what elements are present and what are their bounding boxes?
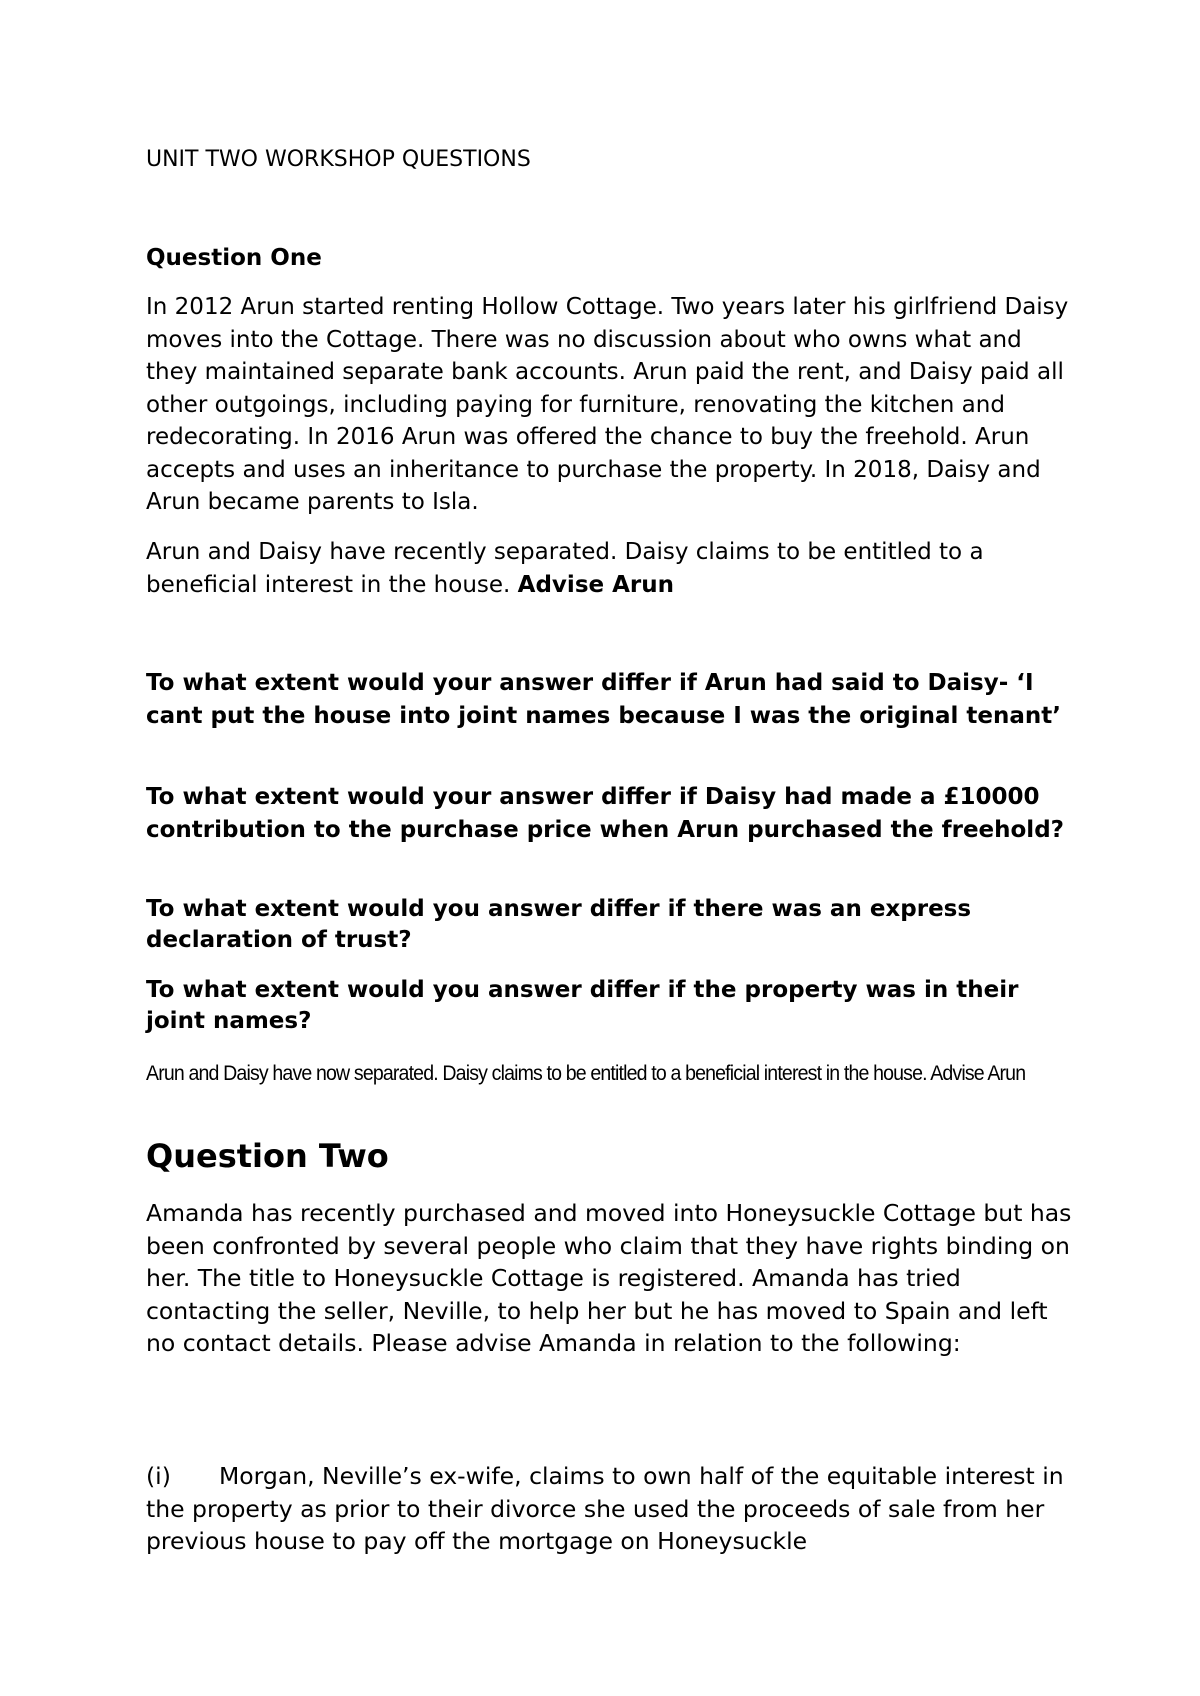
question-one-claim-text: Arun and Daisy have recently separated. Daisy claims to be entitled to a beneficial interest in the house. [146,539,984,598]
question-one-scenario: In 2012 Arun started renting Hollow Cottage. Two years later his girlfriend Daisy moves into the Cottage. There was no discussion about who owns what and they maintained separate bank accounts. Arun paid the rent, and Daisy paid all other outgoings, including paying for furniture, renovating the kitchen and redecorating. In 2016 Arun was offered the chance to buy the freehold. Arun accepts and uses an inheritance to purchase the property. In 2018, Daisy and Arun became parents to Isla. [146,294,1069,515]
question-two-heading: Question Two [146,1137,389,1175]
question-two-item-i [146,1460,1076,1558]
question-two-scenario: Amanda has recently purchased and moved into Honeysuckle Cottage but has been confronted by several people who claim that they have rights binding on her. The title to Honeysuckle Cottage is registered. Amanda has tried contacting the seller, Neville, to help her but he has moved to Spain and left no contact details. Please advise Amanda in relation to the following: [146,1199,1072,1357]
question-one-variation-1: To what extent would your answer differ if Arun had said to Daisy- ‘I cant put the house into joint names because I was the original tenant’ [146,670,1062,729]
question-one-variation-4: To what extent would you answer differ if the property was in their joint names? [146,977,1019,1034]
item-label: (i) [146,1462,171,1490]
question-one-claim [146,536,1076,601]
document-title: UNIT TWO WORKSHOP QUESTIONS [146,147,531,172]
question-one-variation-3: To what extent would you answer differ if there was an express declaration of trust? [146,896,972,953]
question-one-heading: Question One [146,245,322,271]
question-one-variation-2: To what extent would your answer differ if Daisy had made a £10000 contribution to the purchase price when Arun purchased the freehold? [146,784,1065,843]
question-one-closing: Arun and Daisy have now separated. Daisy claims to be entitled to a beneficial interest in the house. Advise Arun [146,1062,1026,1085]
question-one-advise: Advise Arun [517,571,674,598]
item-text: Morgan, Neville’s ex-wife, claims to own half of the equitable interest in the property as prior to their divorce she used the proceeds of sale from her previous house to pay off the mortgage on Honeysuckle [146,1462,1064,1555]
